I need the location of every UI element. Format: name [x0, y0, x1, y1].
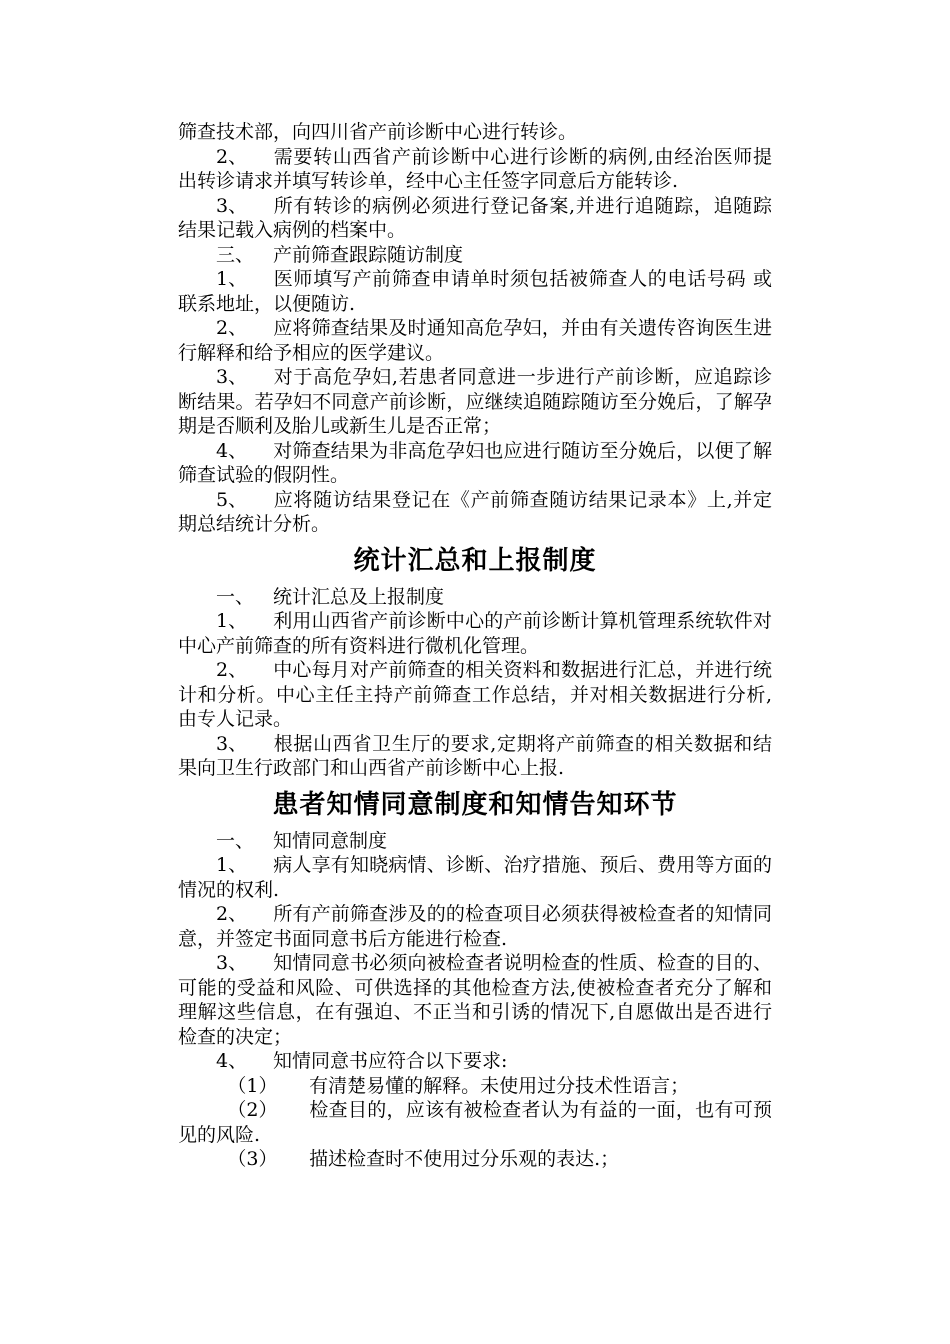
section-heading: 患者知情同意制度和知情告知环节 [272, 789, 678, 820]
paragraph [178, 853, 772, 902]
paragraph-text: 所有产前筛查涉及的的检查项目必须获得被检查者的知情同意，并签定书面同意书后方能进行检查. [178, 903, 772, 950]
paragraph [178, 1049, 772, 1074]
document-body [178, 120, 772, 1172]
item-number: 一、 [216, 585, 255, 608]
item-number: 3、 [216, 194, 248, 217]
item-number: 2、 [216, 903, 248, 925]
paragraph [178, 609, 772, 658]
paragraph [178, 902, 772, 951]
paragraph-text: 筛查技术部，向四川省产前诊断中心进行转诊。 [178, 121, 578, 143]
paragraph [178, 1074, 772, 1099]
paragraph-text: 应将随访结果登记在《产前筛查随访结果记录本》上,并定期总结统计分析。 [178, 488, 772, 535]
paragraph [178, 145, 772, 194]
paragraph-text: 产前筛查跟踪随访制度 [273, 243, 464, 266]
paragraph-text: 有清楚易懂的解释。未使用过分技术性语言； [309, 1074, 690, 1097]
paragraph [178, 316, 772, 365]
paragraph [178, 658, 772, 732]
paragraph [178, 488, 772, 537]
paragraph-text: 检查目的，应该有被检查者认为有益的一面，也有可预见的风险. [178, 1099, 772, 1146]
paragraph-text: 描述检查时不使用过分乐观的表达.； [309, 1148, 620, 1170]
item-number: 5、 [216, 488, 248, 511]
paragraph [178, 829, 772, 854]
paragraph-text: 中心每月对产前筛查的相关资料和数据进行汇总，并进行统计和分析。中心主任主持产前筛查工作总结，并对相关数据进行分析,由专人记录。 [178, 659, 772, 730]
paragraph-text: 需要转山西省产前诊断中心进行诊断的病例,由经治医师提出转诊请求并填写转诊单，经中心主任签字同意后方能转诊. [178, 145, 772, 192]
item-number: 2、 [216, 659, 248, 681]
section-heading: 统计汇总和上报制度 [353, 545, 597, 576]
paragraph-text: 病人享有知晓病情、诊断、治疗措施、预后、费用等方面的情况的权利. [178, 854, 772, 901]
paragraph [178, 439, 772, 488]
item-number: （2） [227, 1099, 278, 1121]
paragraph-text: 利用山西省产前诊断中心的产前诊断计算机管理系统软件对中心产前筛查的所有资料进行微机化管理。 [178, 610, 772, 657]
paragraph-text: 知情同意制度 [273, 829, 388, 852]
paragraph [178, 951, 772, 1049]
item-number: 2、 [216, 317, 248, 339]
item-number: 4、 [216, 439, 248, 462]
item-number: 2、 [216, 145, 248, 168]
paragraph [178, 1098, 772, 1147]
paragraph [178, 365, 772, 439]
item-number: 一、 [216, 829, 255, 852]
item-number: 1、 [216, 610, 248, 632]
paragraph-text: 对于高危孕妇,若患者同意进一步进行产前诊断，应追踪诊断结果。若孕妇不同意产前诊断，应继续追随踪随访至分娩后，了解孕期是否顺利及胎儿或新生儿是否正常； [178, 366, 772, 437]
paragraph [178, 267, 772, 316]
item-number: 3、 [216, 732, 248, 755]
paragraph [178, 243, 772, 268]
paragraph [178, 120, 772, 145]
item-number: 三、 [216, 243, 255, 266]
paragraph [178, 194, 772, 243]
paragraph-text: 统计汇总及上报制度 [273, 585, 445, 608]
item-number: 3、 [216, 366, 248, 388]
item-number: 1、 [216, 854, 248, 876]
paragraph-text: 根据山西省卫生厅的要求,定期将产前筛查的相关数据和结果向卫生行政部门和山西省产前诊断中心上报. [178, 732, 772, 779]
paragraph-text: 医师填写产前筛查申请单时须包括被筛查人的电话号码 或联系地址，以便随访. [178, 268, 772, 315]
paragraph-text: 知情同意书必须向被检查者说明检查的性质、检查的目的、可能的受益和风险、可供选择的其他检查方法,使被检查者充分了解和理解这些信息，在有强迫、不正当和引诱的情况下,自愿做出是否进行检查的决定； [178, 952, 772, 1048]
paragraph-text: 所有转诊的病例必须进行登记备案,并进行追随踪，追随踪结果记载入病例的档案中。 [178, 194, 772, 241]
paragraph-text: 知情同意书应符合以下要求: [273, 1050, 508, 1072]
paragraph [178, 1147, 772, 1172]
item-number: （1） [227, 1074, 278, 1097]
paragraph-text: 对筛查结果为非高危孕妇也应进行随访至分娩后，以便了解筛查试验的假阴性。 [178, 439, 772, 486]
paragraph-text: 应将筛查结果及时通知高危孕妇，并由有关遗传咨询医生进行解释和给予相应的医学建议。 [178, 317, 772, 364]
paragraph [178, 732, 772, 781]
item-number: （3） [227, 1148, 278, 1170]
item-number: 3、 [216, 952, 248, 974]
paragraph [178, 585, 772, 610]
item-number: 4、 [216, 1050, 248, 1072]
item-number: 1、 [216, 268, 248, 290]
